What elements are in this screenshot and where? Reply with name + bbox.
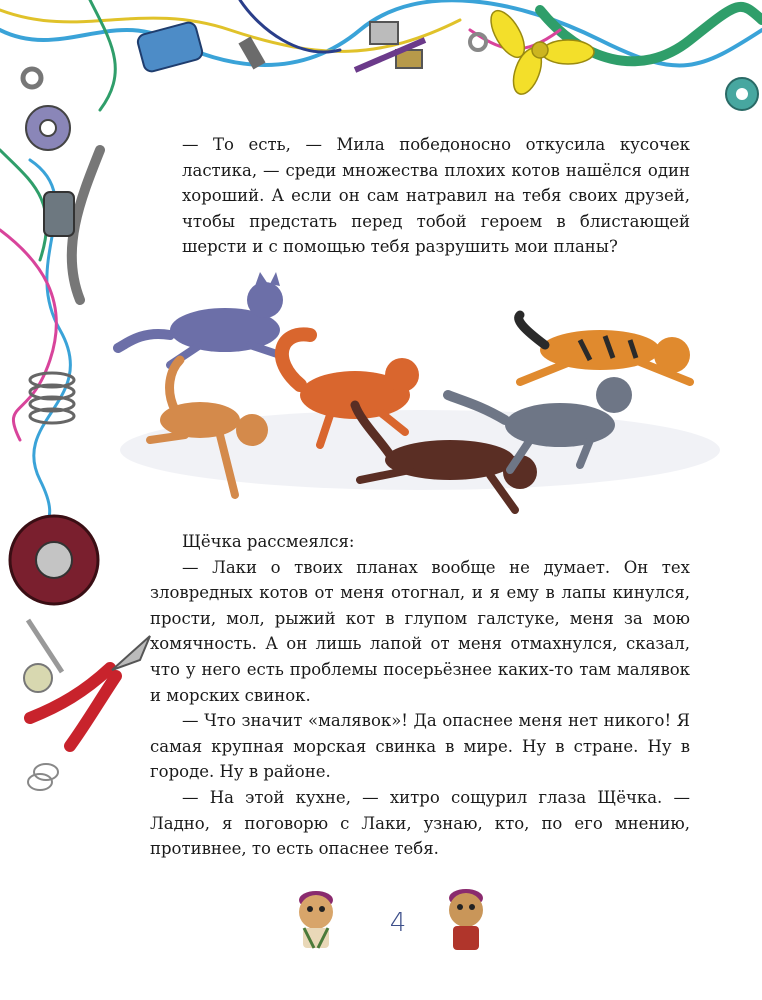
page-number: 4 [389,908,407,938]
top-border-parts [23,6,758,150]
lower-text-block [150,529,690,862]
connector-part [44,192,74,236]
coil-icon [28,764,58,790]
hamster-left [299,891,333,948]
washer-icon [23,69,41,87]
paragraph: Щёчка рассмеялся: [182,532,355,551]
spring-clamp-part [370,22,398,44]
running-cats-illustration [118,272,720,510]
cat-tortoiseshell [519,315,690,382]
blue-motor-part [136,21,204,73]
cat-blue [118,272,283,365]
yellow-propeller-part [484,6,594,98]
saw-blade-icon [24,664,52,692]
hamster-right [449,889,483,950]
top-border-illustration [0,0,762,110]
paragraph: — На этой кухне, — хитро сощурил глаза Щёчка. — Ладно, я поговорю с Лаки, узнаю, кто, по его мнению, противнее, то есть опаснее тебя. [150,787,690,859]
left-border-tools [10,192,150,790]
paragraph: — Лаки о твоих планах вообще не думает. Он тех зловредных котов от меня отогнал, и я ему в лапы кинулся, прости, мол, рыжий кот в глупом галстуке, меня за мою хомячность. А он лишь лапой от меня отмахнулся, сказал, что у него есть проблемы посерьёзнее каких-то там малявок и морских свинок. [150,557,690,705]
paragraph: — Что значит «малявок»! Да опаснее меня нет никого! Я самая крупная морская свинка в мире. Ну в стране. Ну в городе. Ну в районе. [150,711,690,782]
paragraph: — То есть, — Мила победоносно откусила кусочек ластика, — среди множества плохих котов нашёлся один хороший. А если он сам натравил на тебя своих друзей, чтобы предстать перед тобой героем в блистающей шерсти и с помощью тебя разрушить мои планы? [182,135,690,257]
upper-text-block [150,132,690,260]
